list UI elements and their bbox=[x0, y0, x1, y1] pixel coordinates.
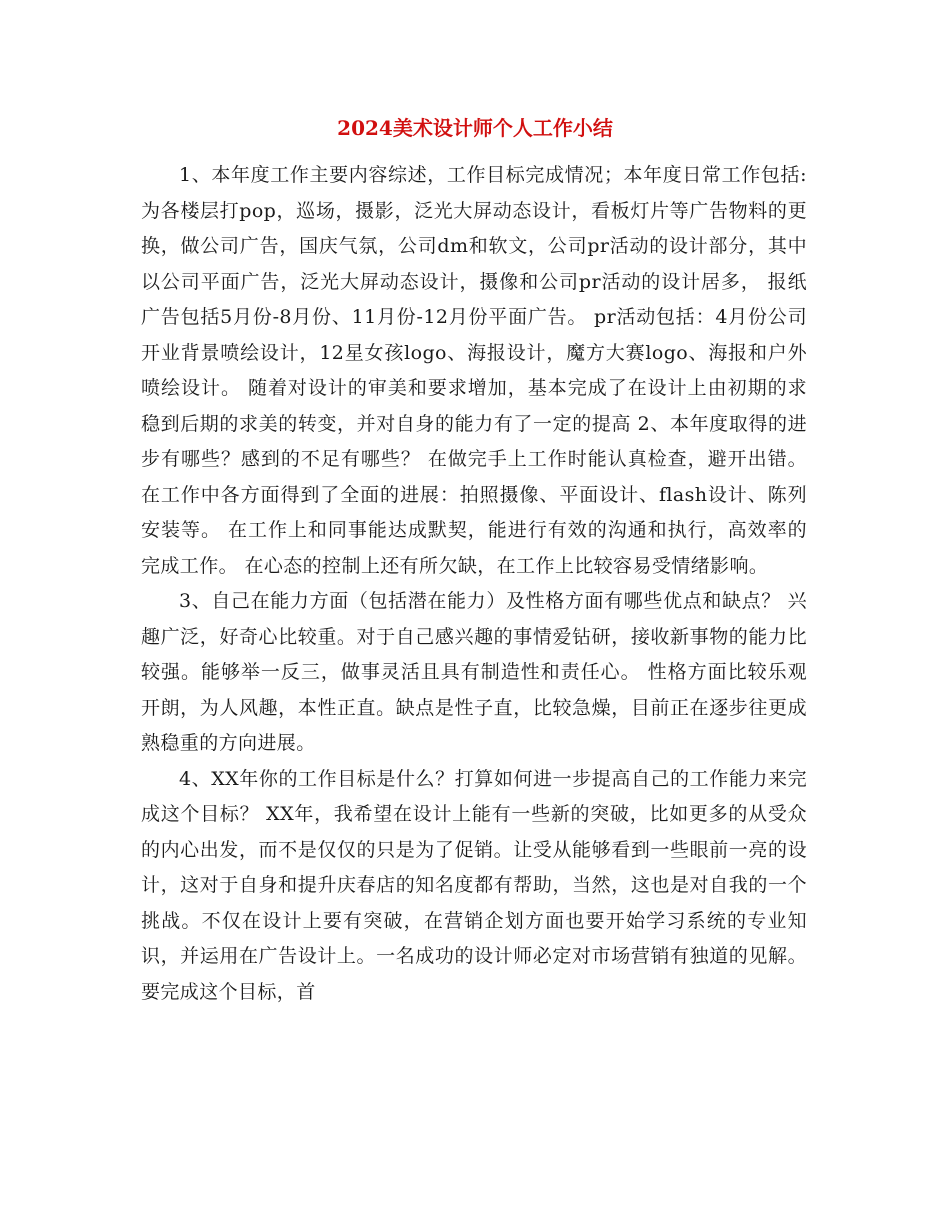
document-title: 2024美术设计师个人工作小结 bbox=[337, 116, 613, 140]
document-body bbox=[141, 158, 807, 1010]
paragraph-2: 3、自己在能力方面（包括潜在能力）及性格方面有哪些优点和缺点？ 兴趣广泛，好奇心比较重。对于自己感兴趣的事情爱钻研，接收新事物的能力比较强。能够举一反三，做事灵活且具有制造性和责任心。 性格方面比较乐观开朗，为人风趣，本性正直。缺点是性子直，比较急燥，目前正在逐步往更成熟稳重的方向进展。 bbox=[141, 590, 807, 754]
paragraph-1: 1、本年度工作主要内容综述，工作目标完成情况；本年度日常工作包括:为各楼层打pop，巡场，摄影，泛光大屏动态设计，看板灯片等广告物料的更换，做公司广告，国庆气氛，公司dm和软文，公司pr活动的设计部分，其中以公司平面广告，泛光大屏动态设计，摄像和公司pr活动的设计居多， 报纸广告包括5月份-8月份、11月份-12月份平面广告。 pr活动包括：4月份公司开业背景喷绘设计，12星女孩logo、海报设计，魔方大赛logo、海报和户外喷绘设计。 随着对设计的审美和要求增加，基本完成了在设计上由初期的求稳到后期的求美的转变，并对自身的能力有了一定的提高 2、本年度取得的进步有哪些？感到的不足有哪些？ 在做完手上工作时能认真检查，避开出错。 在工作中各方面得到了全面的进展：拍照摄像、平面设计、flash设计、陈列安装等。 在工作上和同事能达成默契，能进行有效的沟通和执行，高效率的完成工作。 在心态的控制上还有所欠缺，在工作上比较容易受情绪影响。 bbox=[141, 164, 807, 577]
paragraph-3: 4、XX年你的工作目标是什么？打算如何进一步提高自己的工作能力来完成这个目标？ XX年，我希望在设计上能有一些新的突破，比如更多的从受众的内心出发，而不是仅仅的只是为了促销。让受从能够看到一些眼前一亮的设计，这对于自身和提升庆春店的知名度都有帮助，当然，这也是对自我的一个挑战。不仅在设计上要有突破，在营销企划方面也要开始学习系统的专业知识，并运用在广告设计上。一名成功的设计师必定对市场营销有独道的见解。 要完成这个目标，首 bbox=[141, 767, 807, 1003]
